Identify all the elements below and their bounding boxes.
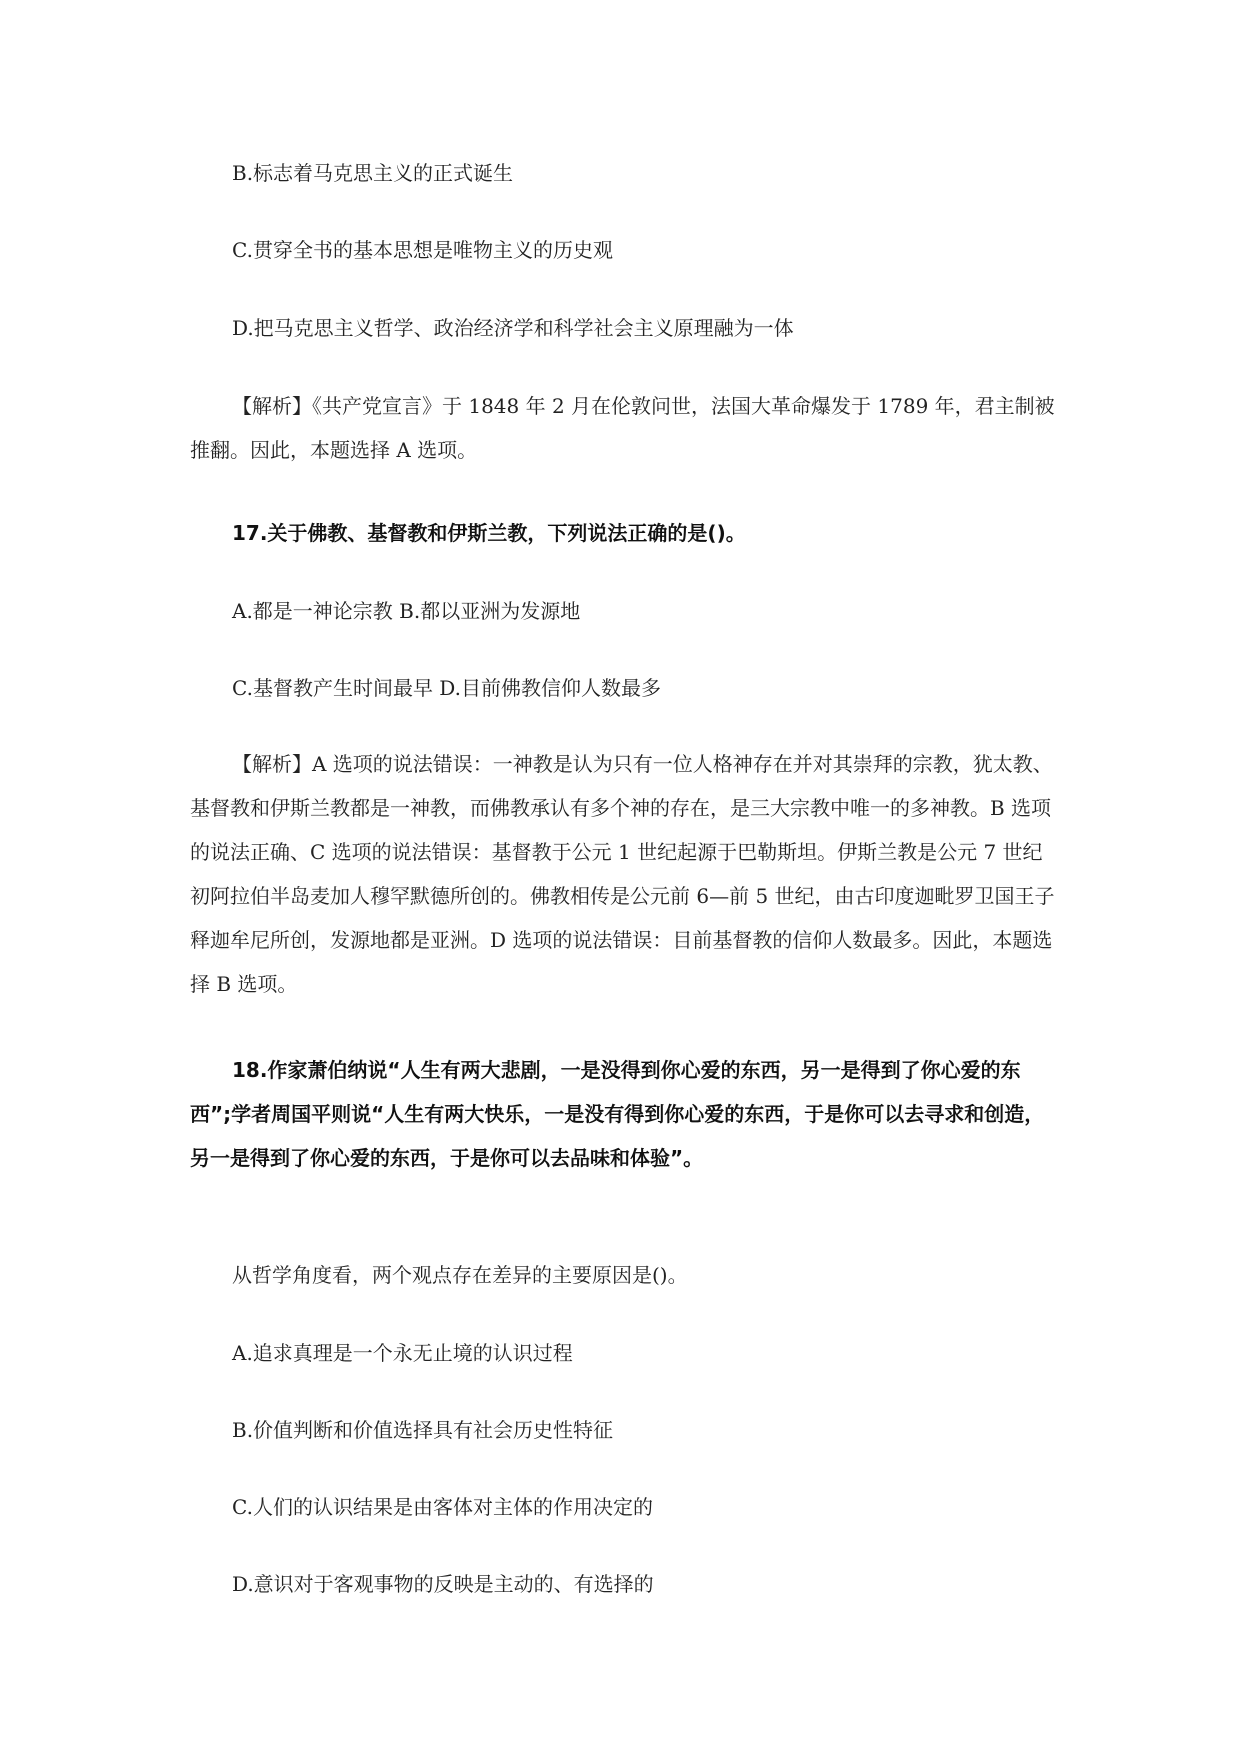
q18-option-a: A.追求真理是一个永无止境的认识过程 bbox=[232, 1341, 573, 1365]
q18-option-b: B.价值判断和价值选择具有社会历史性特征 bbox=[232, 1418, 614, 1442]
q16-analysis: 【解析】《共产党宣言》于 1848 年 2 月在伦敦问世，法国大革命爆发于 1789 年，君主制被推翻。因此，本题选择 A 选项。 bbox=[190, 394, 1055, 462]
q18-question: 18.作家萧伯纳说“人生有两大悲剧，一是没得到你心爱的东西，另一是得到了你心爱的东西”;学者周国平则说“人生有两大快乐，一是没有得到你心爱的东西，于是你可以去寻求和创造，另一是得到了你心爱的东西，于是你可以去品味和体验”。 bbox=[190, 1058, 1045, 1170]
q16-option-c: C.贯穿全书的基本思想是唯物主义的历史观 bbox=[232, 238, 613, 262]
q18-option-c: C.人们的认识结果是由客体对主体的作用决定的 bbox=[232, 1495, 653, 1519]
q17-analysis: 【解析】A 选项的说法错误：一神教是认为只有一位人格神存在并对其崇拜的宗教，犹太教、基督教和伊斯兰教都是一神教，而佛教承认有多个神的存在，是三大宗教中唯一的多神教。B 选项的说法正确、C 选项的说法错误：基督教于公元 1 世纪起源于巴勒斯坦。伊斯兰教是公元 7 世纪初阿拉伯半岛麦加人穆罕默德所创的。佛教相传是公元前 6—前 5 世纪，由古印度迦毗罗卫国王子释迦牟尼所创，发源地都是亚洲。D 选项的说法错误：目前基督教的信仰人数最多。因此，本题选择 B 选项。 bbox=[190, 752, 1055, 996]
q17-question: 17.关于佛教、基督教和伊斯兰教，下列说法正确的是()。 bbox=[232, 521, 746, 545]
q17-options-ab: A.都是一神论宗教 B.都以亚洲为发源地 bbox=[232, 599, 581, 623]
q18-prompt: 从哲学角度看，两个观点存在差异的主要原因是()。 bbox=[232, 1263, 688, 1287]
q18-option-d: D.意识对于客观事物的反映是主动的、有选择的 bbox=[232, 1572, 654, 1596]
q16-option-b: B.标志着马克思主义的正式诞生 bbox=[232, 161, 514, 185]
q17-options-cd: C.基督教产生时间最早 D.目前佛教信仰人数最多 bbox=[232, 676, 661, 700]
q16-option-d: D.把马克思主义哲学、政治经济学和科学社会主义原理融为一体 bbox=[232, 316, 794, 340]
